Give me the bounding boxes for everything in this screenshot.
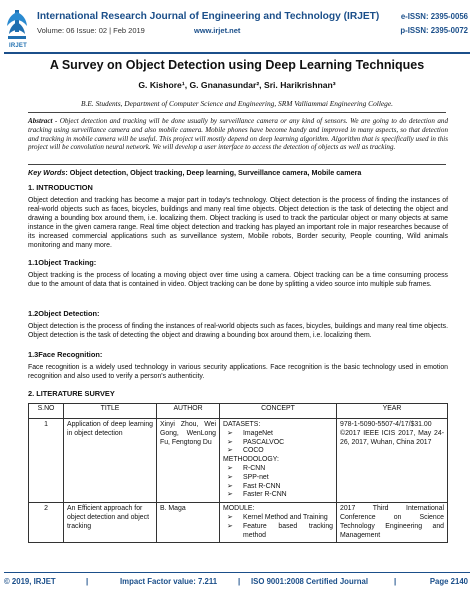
- header-divider: [4, 52, 470, 54]
- footer-impact: Impact Factor value: 7.211: [120, 577, 218, 586]
- concept-item: ➢ Feature based tracking method: [223, 523, 333, 541]
- cell-sno: 2: [29, 503, 64, 543]
- col-header-author: AUTHOR: [157, 404, 220, 419]
- footer-iso: ISO 9001:2008 Certified Journal: [251, 577, 369, 586]
- concept-label: DATASETS:: [223, 421, 261, 428]
- literature-survey-heading: 2. LITERATURE SURVEY: [28, 389, 115, 398]
- col-header-title: TITLE: [64, 404, 157, 419]
- object-detection-text: Object detection is the process of finding the instances of real-world objects such as faces, bicycles, buildings and many real time objects. Object detection is the task of detecting the object and drawing a bounding box around them, i.e. localizing them.: [28, 323, 448, 339]
- col-header-year: YEAR: [337, 404, 448, 419]
- separator-line: [28, 112, 446, 113]
- logo-text: IRJET: [8, 43, 27, 49]
- concept-item: ➢ R-CNN: [223, 465, 333, 474]
- cell-sno: 1: [29, 419, 64, 503]
- abstract: [28, 117, 448, 152]
- concept-item: ➢ COCO: [223, 447, 333, 456]
- concept-item: ➢ Fast R-CNN: [223, 483, 333, 492]
- concept-item: ➢ Kernel Method and Training: [223, 514, 333, 523]
- page-footer: [4, 572, 470, 589]
- col-header-concept: CONCEPT: [220, 404, 337, 419]
- literature-survey-table: [28, 403, 448, 543]
- object-tracking-text: Object tracking is the process of locating a moving object over time using a camera. Object tracking can be a time consuming process due to the amount of data that is contained in video. Object tracking can be done by splitting a video source into multiple sub frames.: [28, 272, 448, 288]
- concept-label: METHODOLOGY:: [223, 456, 279, 464]
- journal-header: [4, 6, 470, 52]
- footer-page: Page 2140: [429, 577, 468, 586]
- footer-copyright: © 2019, IRJET: [4, 577, 56, 586]
- cell-title: An Efficient approach for object detection and object tracking: [64, 503, 157, 543]
- keywords-text: : Object detection, Object tracking, Deep learning, Surveillance camera, Mobile camera: [65, 168, 362, 177]
- table-header-row: [29, 404, 448, 419]
- cell-concept: [220, 503, 337, 543]
- journal-title: International Research Journal of Engineering and Technology (IRJET): [37, 11, 380, 22]
- volume-info: Volume: 06 Issue: 02 | Feb 2019: [37, 26, 145, 35]
- paper-authors: G. Kishore¹, G. Gnanasundar², Sri. Harikrishnan³: [138, 80, 336, 90]
- pissn: p-ISSN: 2395-0072: [400, 26, 468, 35]
- cell-title: Application of deep learning in object detection: [64, 419, 157, 503]
- footer-separator: |: [238, 577, 241, 586]
- cell-year: 2017 Third International Conference on Science Technology Engineering and Management: [337, 503, 448, 543]
- intro-heading: 1. INTRODUCTION: [28, 183, 93, 192]
- table-row: [29, 503, 448, 543]
- concept-label: MODULE:: [223, 505, 255, 513]
- keywords-label: Key Words: [28, 168, 66, 177]
- abstract-divider: [28, 164, 446, 165]
- concept-item: ➢ PASCALVOC: [223, 439, 333, 448]
- keywords: [28, 168, 448, 177]
- face-recognition-heading: 1.3Face Recognition:: [28, 350, 103, 359]
- cell-author: B. Maga: [157, 503, 220, 543]
- concept-item: ➢ ImageNet: [223, 430, 333, 439]
- table-row: [29, 419, 448, 503]
- footer-separator: |: [394, 577, 397, 586]
- abstract-text: - Object detection and tracking will be done usually by surveillance camera or any kind of sensors. We are going to do detection and tracking using surveillance camera and also mobile camera. Mobile phones have become handy and improved in many aspects, so that detection and tracking in mobile camera will be useful. This project will mostly depend on deep learning algorithm. Algorithm that is specifically used in this project will be convolution neural network. We will develop a user interface to access the detection of objects as well as tracking.: [28, 117, 448, 152]
- eissn: e-ISSN: 2395-0056: [400, 12, 468, 21]
- object-tracking-heading: 1.1Object Tracking:: [28, 258, 97, 267]
- cell-author: Xinyi Zhou, Wei Gong, WenLong Fu, Fengtong Du: [157, 419, 220, 503]
- intro-text: Object detection and tracking has become a major part in today's technology. Object detection is the process of finding the instances of real-world objects such as faces, bicycles, buildings and many real time objects. Object detection is the task of detecting the object and drawing a bounding box around them, i.e. localizing them. Object tracking is used to track the particular object or many objects at same instance in the given camera range. Real time object detection and tracking has played an important role in major researches because of its increased commercial applications such as surveillance system, Mobile robots, Border security, People counting, Wild animals monitoring and many more.: [28, 197, 448, 249]
- irjet-logo-icon: [4, 8, 30, 48]
- website-link[interactable]: www.irjet.net: [194, 26, 241, 35]
- paper-title: A Survey on Object Detection using Deep Learning Techniques: [49, 58, 425, 72]
- col-header-sno: S.NO: [29, 404, 64, 419]
- footer-separator: |: [86, 577, 89, 586]
- cell-concept: [220, 419, 337, 503]
- object-detection-heading: 1.2Object Detection:: [28, 309, 100, 318]
- concept-item: ➢ SPP-net: [223, 474, 333, 483]
- paper-affiliation: B.E. Students, Department of Computer Science and Engineering, SRM Valliammai Engineering College.: [81, 99, 393, 108]
- concept-item: ➢ Faster R-CNN: [223, 491, 333, 500]
- face-recognition-text: Face recognition is a widely used technology in various security applications. Face recognition is the basic technology used in emotion recognition and also used to verify a person's authenticity.: [28, 364, 448, 380]
- cell-year: 978-1-5090-5507-4/17/$31.00 ©2017 IEEE ICIS 2017, May 24-26, 2017, Wuhan, China 2017: [337, 419, 448, 503]
- abstract-label: Abstract: [28, 117, 53, 125]
